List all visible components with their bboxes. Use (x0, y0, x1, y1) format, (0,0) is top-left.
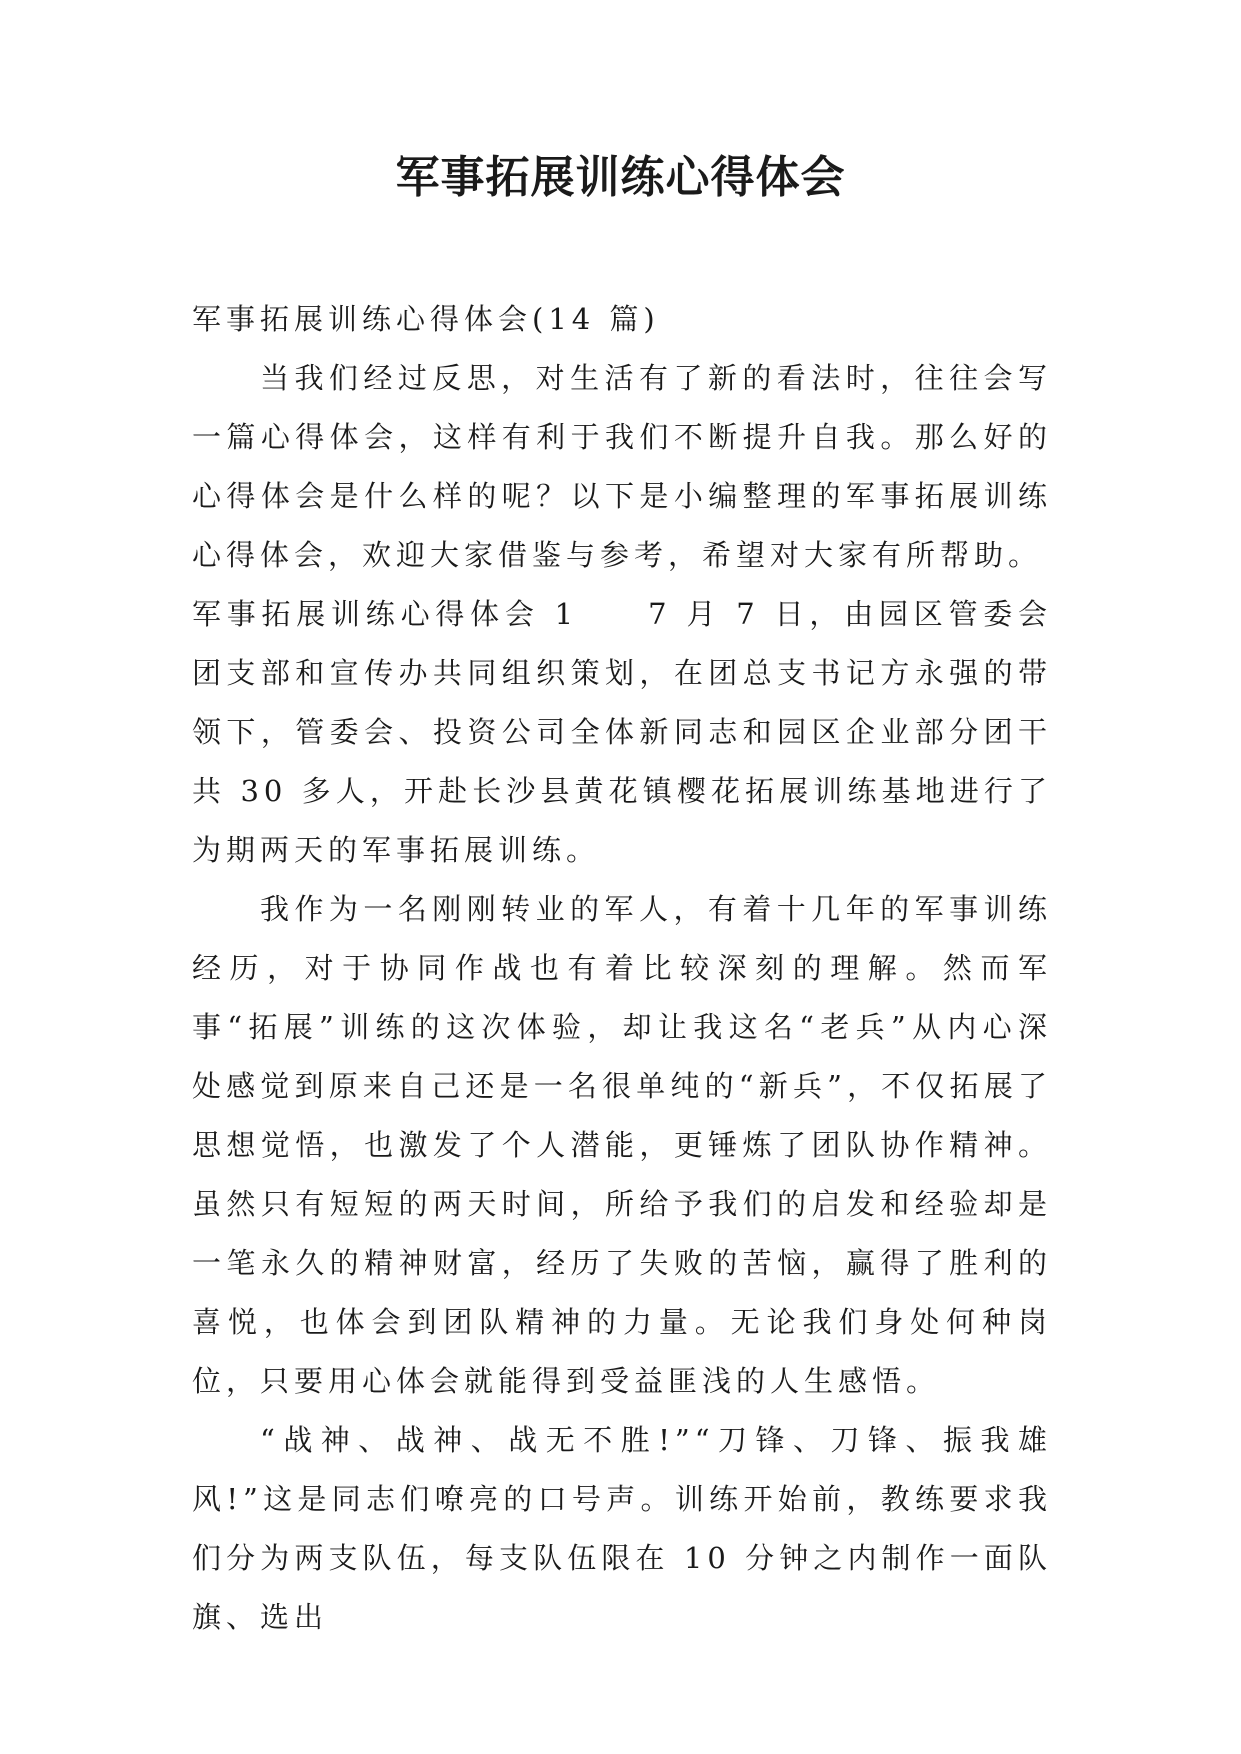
section-1-paragraph (192, 585, 1052, 880)
paragraph-3: “战神、战神、战无不胜!”“刀锋、刀锋、振我雄风!”这是同志们嘹亮的口号声。训练开始前，教练要求我们分为两支队伍，每支队伍限在 10 分钟之内制作一面队旗、选出 (192, 1423, 1052, 1634)
section-1-heading: 军事拓展训练心得体会 1 (192, 597, 579, 631)
section-1-lead: 7 月 7 日，由园区管委会团支部和宣传办共同组织策划，在团总支书记方永强的带领下，管委会、投资公司全体新同志和园区企业部分团干共 30 多人，开赴长沙县黄花镇樱花拓展训练基地进行了为期两天的军事拓展训练。 (192, 597, 1053, 867)
document-title: 军事拓展训练心得体会 (395, 152, 846, 203)
intro-paragraph: 当我们经过反思，对生活有了新的看法时，往往会写一篇心得体会，这样有利于我们不断提升自我。那么好的心得体会是什么样的呢？以下是小编整理的军事拓展训练心得体会，欢迎大家借鉴与参考，希望对大家有所帮助。 (192, 361, 1052, 572)
document-body (192, 290, 1052, 1647)
document-subtitle: 军事拓展训练心得体会(14 篇) (192, 302, 660, 336)
paragraph-2: 我作为一名刚刚转业的军人，有着十几年的军事训练经历，对于协同作战也有着比较深刻的理解。然而军事“拓展”训练的这次体验，却让我这名“老兵”从内心深处感觉到原来自己还是一名很单纯的“新兵”，不仅拓展了思想觉悟，也激发了个人潜能，更锤炼了团队协作精神。虽然只有短短的两天时间，所给予我们的启发和经验却是一笔永久的精神财富，经历了失败的苦恼，赢得了胜利的喜悦，也体会到团队精神的力量。无论我们身处何种岗位，只要用心体会就能得到受益匪浅的人生感悟。 (192, 892, 1052, 1398)
